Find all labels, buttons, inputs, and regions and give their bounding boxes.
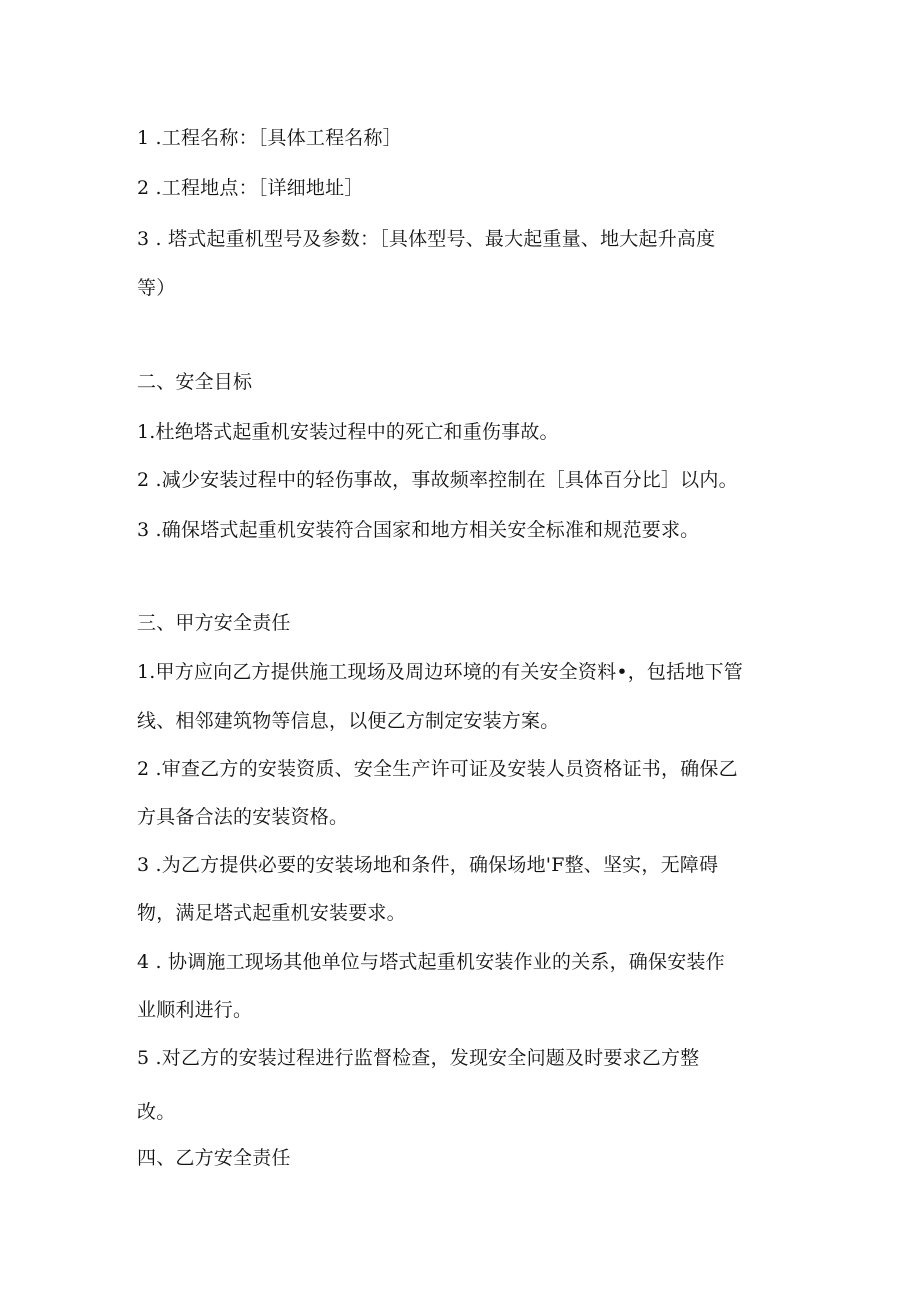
party-a-item: 2 .审查乙方的安装资质、安全生产许可证及安装人员资格证书，确保乙 — [137, 758, 738, 780]
party-a-item: 5 .对乙方的安装过程进行监督检查，发现安全问题及时要求乙方整 — [137, 1047, 700, 1069]
crane-model-line: 3 . 塔式起重机型号及参数：［具体型号、最大起重量、地大起升高度 — [137, 228, 716, 250]
section-heading-party-b-responsibilities: 四、乙方安全责任 — [137, 1147, 291, 1169]
safety-goal-item: 1.杜绝塔式起重机安装过程中的死亡和重伤事故。 — [137, 421, 559, 443]
safety-goal-item: 3 .确保塔式起重机安装符合国家和地方相关安全标准和规范要求。 — [137, 519, 700, 541]
project-name-line: 1 .工程名称：［具体工程名称］ — [137, 127, 402, 149]
party-a-item: 3 .为乙方提供必要的安装场地和条件，确保场地'F整、坚实，无障碍 — [137, 854, 719, 876]
party-a-item-continued: 业顺利进行。 — [137, 999, 253, 1021]
crane-model-line-continued: 等） — [137, 277, 176, 299]
party-a-item-continued: 改。 — [137, 1101, 176, 1123]
party-a-item-continued: 物，满足塔式起重机安装要求。 — [137, 902, 406, 924]
party-a-item: 1.甲方应向乙方提供施工现场及周边环境的有关安全资料•，包括地下管 — [137, 661, 743, 683]
section-heading-party-a-responsibilities: 三、甲方安全责任 — [137, 612, 291, 634]
party-a-item-continued: 线、相邻建筑物等信息，以便乙方制定安装方案。 — [137, 710, 560, 732]
party-a-item-continued: 方具备合法的安装资格。 — [137, 806, 349, 828]
section-heading-safety-goals: 二、安全目标 — [137, 371, 253, 393]
party-a-item: 4 . 协调施工现场其他单位与塔式起重机安装作业的关系，确保安装作 — [137, 951, 725, 973]
project-location-line: 2 .工程地点：［详细地址］ — [137, 177, 364, 199]
safety-goal-item: 2 .减少安装过程中的轻伤事故，事故频率控制在［具体百分比］以内。 — [137, 469, 738, 491]
